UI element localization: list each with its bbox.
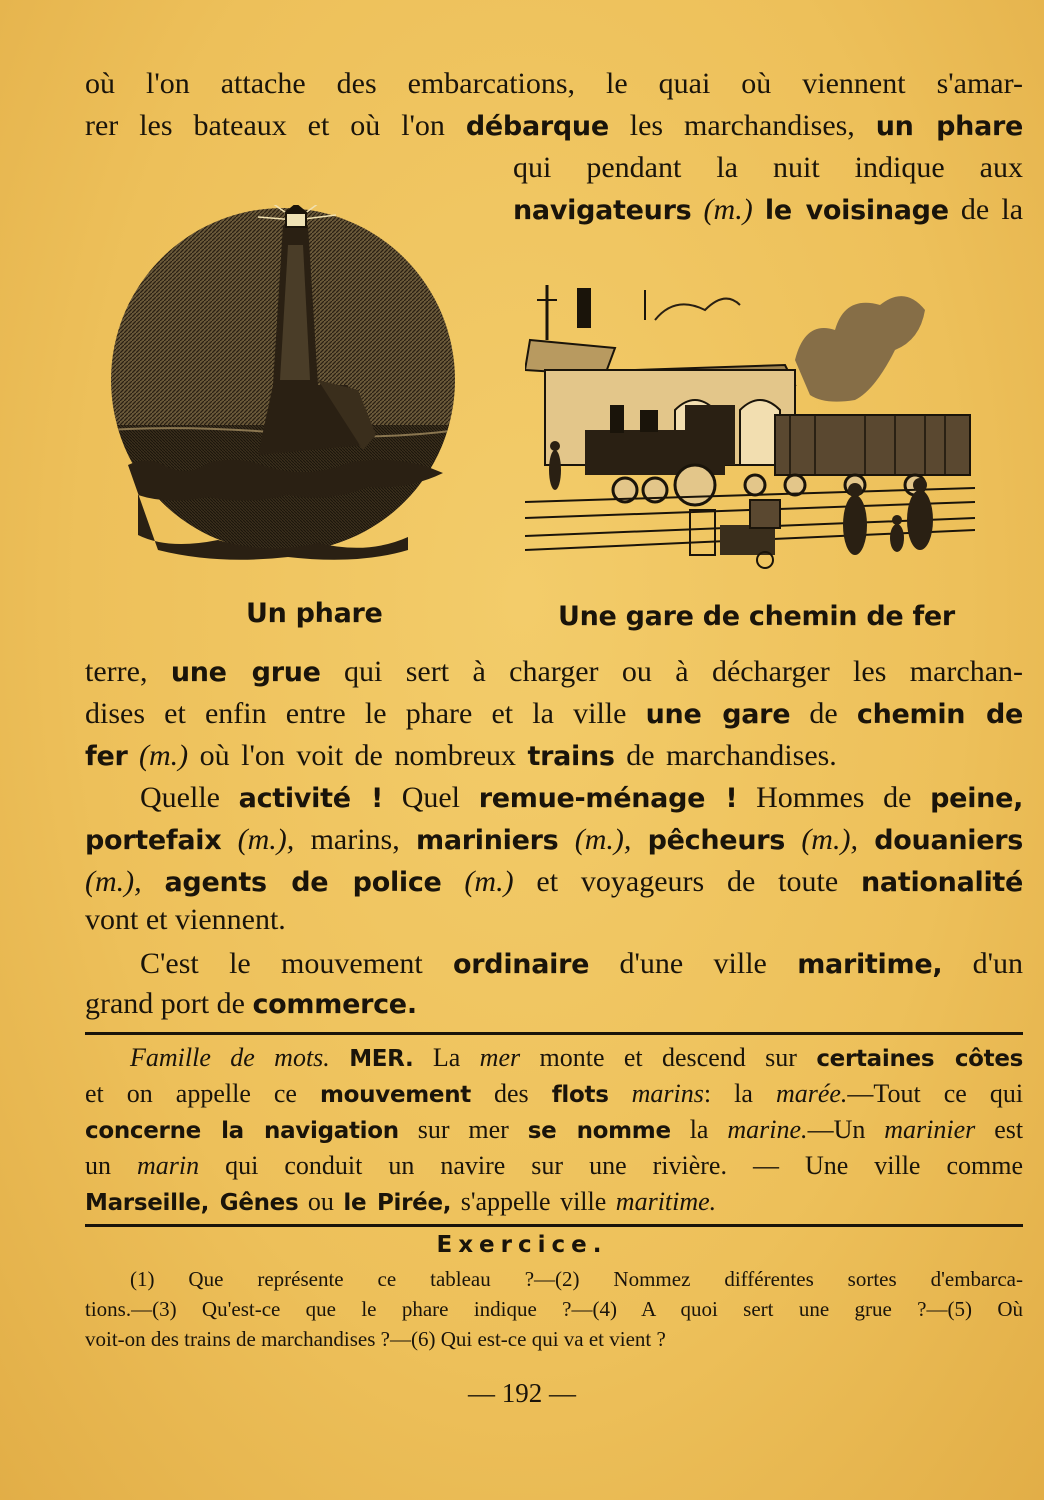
exercise-line: voit-on des trains de marchandises ?—(6) Qui est-ce qui va et vient ? xyxy=(85,1327,666,1351)
text-line: Quelle activité ! Quel remue-ménage ! Hommes de peine, xyxy=(140,781,1024,814)
page-number: — 192 — xyxy=(468,1378,576,1408)
famille-line: Marseille, Gênes ou le Pirée, s'appelle ville maritime. xyxy=(85,1187,717,1216)
divider xyxy=(85,1032,1023,1035)
famille-line: concerne la navigation sur mer se nomme la marine.—Un marinier est xyxy=(85,1115,1024,1144)
text-line: C'est le mouvement ordinaire d'une ville maritime, d'un xyxy=(140,947,1024,980)
text-line: vont et viennent. xyxy=(85,903,286,936)
famille-line: Famille de mots. MER. La mer monte et descend sur certaines côtes xyxy=(130,1043,1024,1072)
railway-station-illustration xyxy=(525,280,975,575)
exercise-line: (1) Que représente ce tableau ?—(2) Nommez différentes sortes d'embarca- xyxy=(130,1267,1023,1291)
lighthouse-illustration xyxy=(108,205,458,565)
text-line: où l'on attache des embarcations, le quai où viennent s'amar- xyxy=(85,67,1023,100)
text-line: portefaix (m.), marins, mariniers (m.), pêcheurs (m.), douaniers xyxy=(85,823,1024,856)
lighthouse-caption: Un phare xyxy=(246,598,383,629)
text-line: dises et enfin entre le phare et la ville une gare de chemin de xyxy=(85,697,1024,730)
exercise-title: Exercice. xyxy=(436,1232,608,1258)
text-line: grand port de commerce. xyxy=(85,987,417,1020)
divider xyxy=(85,1224,1023,1227)
text-line: fer (m.) où l'on voit de nombreux trains de marchandises. xyxy=(85,739,837,772)
text-line: qui pendant la nuit indique aux xyxy=(513,151,1023,184)
station-caption: Une gare de chemin de fer xyxy=(558,601,955,632)
famille-line: un marin qui conduit un navire sur une rivière. — Une ville comme xyxy=(85,1151,1023,1180)
exercise-line: tions.—(3) Qu'est-ce que le phare indique ?—(4) A quoi sert une grue ?—(5) Où xyxy=(85,1297,1023,1321)
text-line: navigateurs (m.) le voisinage de la xyxy=(513,193,1024,226)
famille-line: et on appelle ce mouvement des flots marins: la marée.—Tout ce qui xyxy=(85,1079,1024,1108)
text-line: (m.), agents de police (m.) et voyageurs de toute nationalité xyxy=(85,865,1024,898)
text-line: terre, une grue qui sert à charger ou à décharger les marchan- xyxy=(85,655,1024,688)
text-line: rer les bateaux et où l'on débarque les marchandises, un phare xyxy=(85,109,1024,142)
